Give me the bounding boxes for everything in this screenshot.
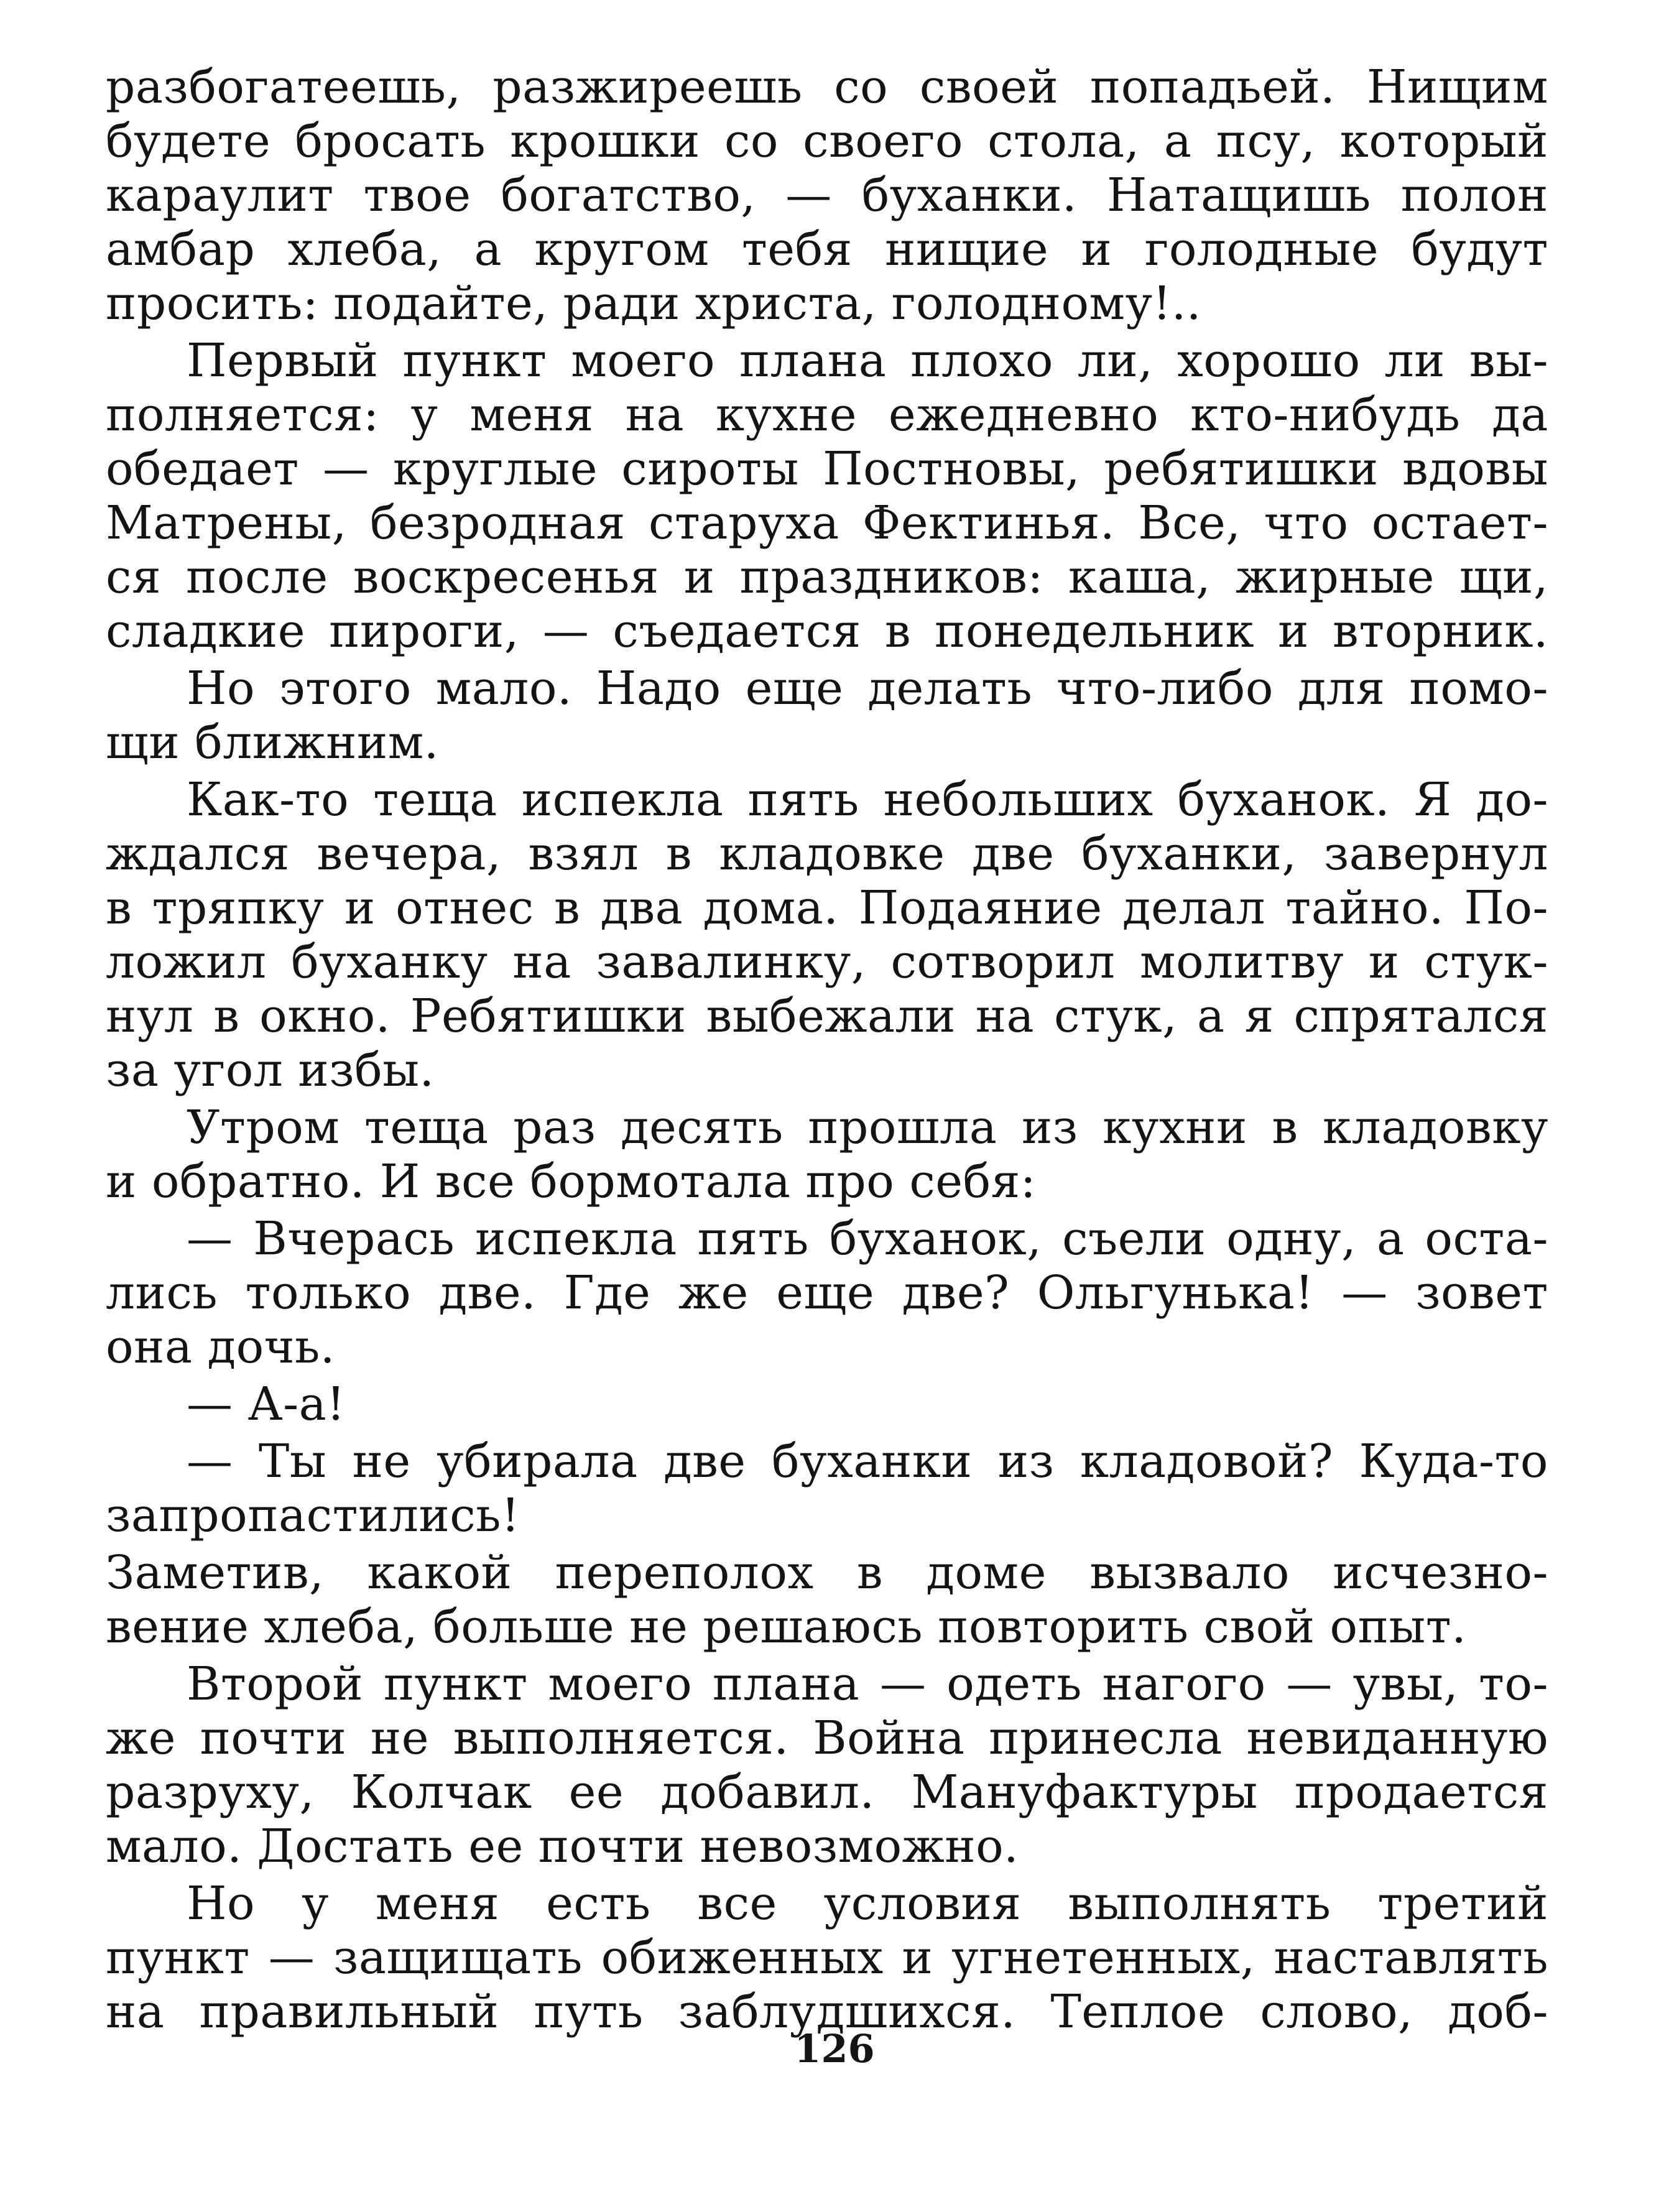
text-line: — Вчерась испекла пять буханок, съели одну, а оста- (187, 1212, 1548, 1266)
text-line: мало. Достать ее почти невозможно. (106, 1820, 1019, 1873)
text-line: Утром теща раз десять прошла из кухни в кладовку (187, 1101, 1548, 1154)
text-line: лись только две. Где же еще две? Ольгунька! — зовет (106, 1266, 1548, 1320)
text-line: ложил буханку на завалинку, сотворил молитву и стук- (106, 935, 1548, 989)
text-line: она дочь. (106, 1320, 335, 1374)
text-line: сладкие пироги, — съедается в понедельник и вторник. (106, 604, 1548, 658)
text-line: разруху, Колчак ее добавил. Мануфактуры продается (106, 1765, 1548, 1819)
text-line: Матрены, безродная старуха Фектинья. Все, что остает- (106, 496, 1548, 550)
text-line: Как-то теща испекла пять небольших буханок. Я до- (187, 773, 1548, 826)
text-line: будете бросать крошки со своего стола, а псу, который (106, 114, 1548, 168)
text-line: Но этого мало. Надо еще делать что-либо для помо- (187, 662, 1548, 715)
page-number: 126 (794, 2026, 875, 2071)
text-line: просить: подайте, ради христа, голодному!.. (106, 277, 1201, 330)
text-line: вение хлеба, больше не решаюсь повторить свой опыт. (106, 1600, 1467, 1654)
text-line: ся после воскресенья и праздников: каша, жирные щи, (106, 550, 1548, 604)
text-line: разбогатеешь, разжиреешь со своей попадьей. Нищим (106, 60, 1548, 114)
text-line: в тряпку и отнес в два дома. Подаяние делал тайно. По- (106, 881, 1548, 935)
text-line: Второй пункт моего плана — одеть нагого — увы, то- (187, 1657, 1548, 1711)
text-line: щи ближним. (106, 716, 439, 769)
text-line: Первый пункт моего плана плохо ли, хорошо ли вы- (187, 334, 1548, 387)
text-line: полняется: у меня на кухне ежедневно кто-нибудь да (106, 388, 1548, 442)
text-line: — А-а! (187, 1377, 346, 1431)
text-line: обедает — круглые сироты Постновы, ребятишки вдовы (106, 442, 1548, 496)
text-line: и обратно. И все бормотала про себя: (106, 1155, 1037, 1208)
text-line: караулит твое богатство, — буханки. Натащишь полон (106, 169, 1548, 222)
text-line: амбар хлеба, а кругом тебя нищие и голодные будут (106, 223, 1548, 276)
text-line: за угол избы. (106, 1044, 435, 1097)
text-line: — Ты не убирала две буханки из кладовой? Куда-то (187, 1435, 1548, 1488)
text-line: нул в окно. Ребятишки выбежали на стук, а я спрятался (106, 989, 1548, 1043)
text-line: пункт — защищать обиженных и угнетенных, наставлять (106, 1931, 1548, 1984)
text-line: Но у меня есть все условия выполнять третий (187, 1877, 1548, 1930)
text-line: запропастились! (106, 1489, 520, 1542)
text-line: Заметив, какой переполох в доме вызвало исчезно- (106, 1546, 1548, 1599)
text-line: на правильный путь заблудшихся. Теплое слово, доб- (106, 1985, 1548, 2038)
text-line: ждался вечера, взял в кладовке две буханки, завернул (106, 827, 1548, 881)
text-line: же почти не выполняется. Война принесла невиданную (106, 1711, 1548, 1765)
